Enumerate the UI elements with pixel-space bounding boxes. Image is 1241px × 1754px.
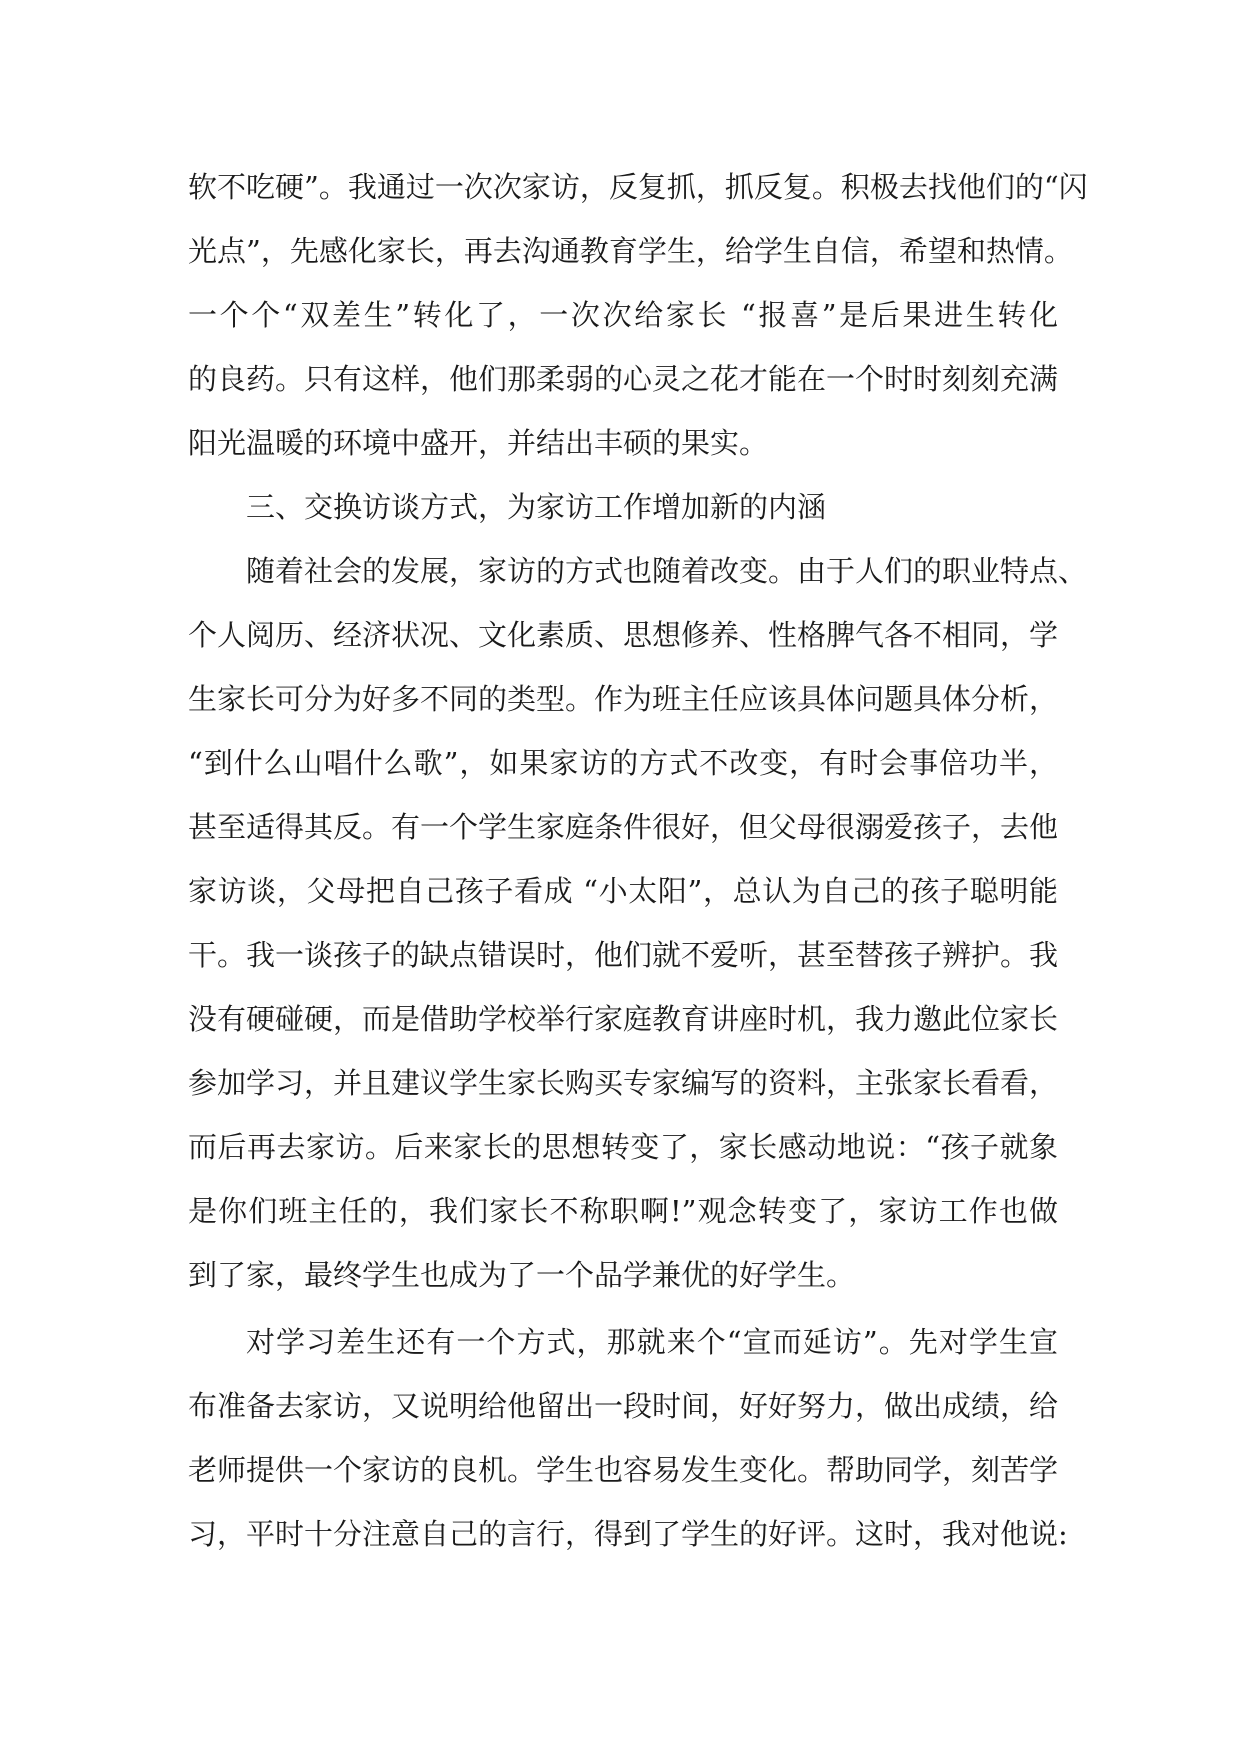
heading-text: 三、交换访谈方式，为家访工作增加新的内涵 [246, 490, 827, 524]
text-line: 习，平时十分注意自己的言行，得到了学生的好评。这时，我对他说: [188, 1517, 1068, 1551]
paragraph [188, 155, 1088, 475]
paragraph [188, 1310, 1068, 1566]
text-line: 干。我一谈孩子的缺点错误时，他们就不爱听，甚至替孩子辨护。我 [188, 938, 1059, 972]
text-line: 个人阅历、经济状况、文化素质、思想修养、性格脾气各不相同，学 [188, 618, 1059, 652]
text-line: 软不吃硬”。我通过一次次家访，反复抓，抓反复。积极去找他们的“闪 [188, 170, 1088, 204]
text-line: 是你们班主任的，我们家长不称职啊!”观念转变了，家访工作也做 [188, 1194, 1058, 1228]
text-line: 没有硬碰硬，而是借助学校举行家庭教育讲座时机，我力邀此位家长 [188, 1002, 1059, 1036]
paragraph [188, 539, 1088, 1307]
text-line: 光点”，先感化家长，再去沟通教育学生，给学生自信，希望和热情。 [188, 234, 1073, 268]
text-line: “到什么山唱什么歌”，如果家访的方式不改变，有时会事倍功半， [188, 746, 1058, 780]
text-line: 老师提供一个家访的良机。学生也容易发生变化。帮助同学，刻苦学 [188, 1453, 1059, 1487]
text-line: 布准备去家访，又说明给他留出一段时间，好好努力，做出成绩，给 [188, 1389, 1059, 1423]
text-line: 而后再去家访。后来家长的思想转变了，家长感动地说：“孩子就象 [188, 1130, 1058, 1164]
text-line: 的良药。只有这样，他们那柔弱的心灵之花才能在一个时时刻刻充满 [188, 362, 1059, 396]
section-heading [188, 475, 1058, 539]
text-line: 到了家，最终学生也成为了一个品学兼优的好学生。 [188, 1258, 856, 1292]
text-line: 甚至适得其反。有一个学生家庭条件很好，但父母很溺爱孩子，去他 [188, 810, 1059, 844]
text-line: 阳光温暖的环境中盛开，并结出丰硕的果实。 [188, 426, 769, 460]
text-line: 参加学习，并且建议学生家长购买专家编写的资料，主张家长看看， [188, 1066, 1059, 1100]
text-line: 生家长可分为好多不同的类型。作为班主任应该具体问题具体分析， [188, 682, 1059, 716]
text-line: 对学习差生还有一个方式，那就来个“宣而延访”。先对学生宣 [246, 1325, 1058, 1359]
document-body [188, 155, 1088, 1566]
text-line: 家访谈，父母把自己孩子看成 “小太阳”，总认为自己的孩子聪明能 [188, 874, 1058, 908]
text-line: 一个个“双差生”转化了，一次次给家长 “报喜”是后果进生转化 [188, 298, 1058, 332]
text-line: 随着社会的发展，家访的方式也随着改变。由于人们的职业特点、 [246, 554, 1088, 588]
